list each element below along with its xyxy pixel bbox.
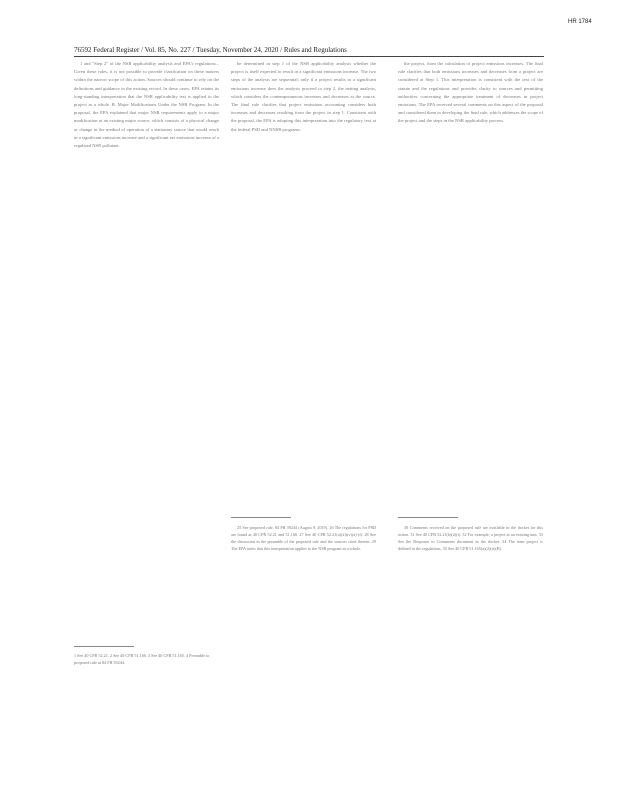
column-middle: [231, 60, 376, 510]
footnote-divider-right: [398, 517, 458, 518]
footnotes-middle-text: 25 See proposed rule, 84 FR 39244 (August 9, 2019). 26 The regulations for PSD are found at 40 CFR 52.21 and 51.166. 27 See 40 CFR 52.21(a)(2)(iv)(a)-(f). 28 See the discussion in the preamble of the proposed rule and the sources cited therein. 29 The EPA notes that this interpretation applies to the NSR program as a whole.: [231, 525, 376, 551]
column-middle-text: be determined in step 1 of the NSR applicability analysis whether the project is itself expected to result in a significant emissions increase. The two steps of the analysis are sequential; only if a project results in a significant emissions increase does the analysis proceed to step 2, the netting analysis, which considers the contemporaneous increases and decreases at the source. The final rule clarifies that project emissions accounting considers both increases and decreases resulting from the project in step 1. Consistent with the proposal, the EPA is adopting this interpretation into the regulatory text at the federal PSD and NNSR programs.: [231, 61, 376, 132]
page-header: 76592 Federal Register / Vol. 85, No. 227 / Tuesday, November 24, 2020 / Rules and Regulations: [74, 46, 544, 57]
footnote-divider-middle: [231, 517, 291, 518]
column-right-text: the project, from the calculation of project emissions increases. The final rule clarifies that both emissions increases and decreases from a project are considered at Step 1. This interpretation is consistent with the text of the statute and the regulations and provides clarity to sources and permitting authorities concerning the appropriate treatment of decreases in project emissions. The EPA received several comments on this aspect of the proposal and considered them in developing the final rule, which addresses the scope of the project and the steps in the NSR applicability process.: [398, 61, 543, 124]
document-stamp: HR 1784: [568, 19, 592, 25]
footnotes-left: 1 See 40 CFR 52.21. 2 See 40 CFR 51.166. 3 See 40 CFR 51.165. 4 Preamble to proposed rule at 84 FR 39244.: [74, 653, 210, 665]
footnotes-right-text: 30 Comments received on the proposed rule are available in the docket for this action. 31 See 40 CFR 52.21(b)(2)(i). 32 For example, a project at an existing unit. 33 See the Response to Comments document in the docket. 34 The term project is defined in the regulations. 35 See 40 CFR 51.165(a)(2)(ii)(B).: [398, 525, 543, 551]
footnotes-right: [398, 524, 543, 729]
footnote-divider-left: [74, 646, 134, 647]
column-right: [398, 60, 543, 510]
column-left-text: 1 and "Step 2" of the NSR applicability analysis and EPA's regulations... Given these rules, it is not possible to provide clarification on these matters within the narrow scope of this action. Sources should continue to rely on the definitions and guidance in the existing record. In these cases, EPA retains its long-standing interpretation that the NSR applicability test is applied to the project as a whole. B. Major Modifications Under the NSR Program. In the proposal, the EPA explained that major NSR requirements apply to a major modification at an existing major source, which consists of a physical change or change in the method of operation of a stationary source that would result in a significant emissions increase and a significant net emissions increase of a regulated NSR pollutant.: [74, 61, 219, 149]
footnotes-middle: [231, 524, 376, 729]
